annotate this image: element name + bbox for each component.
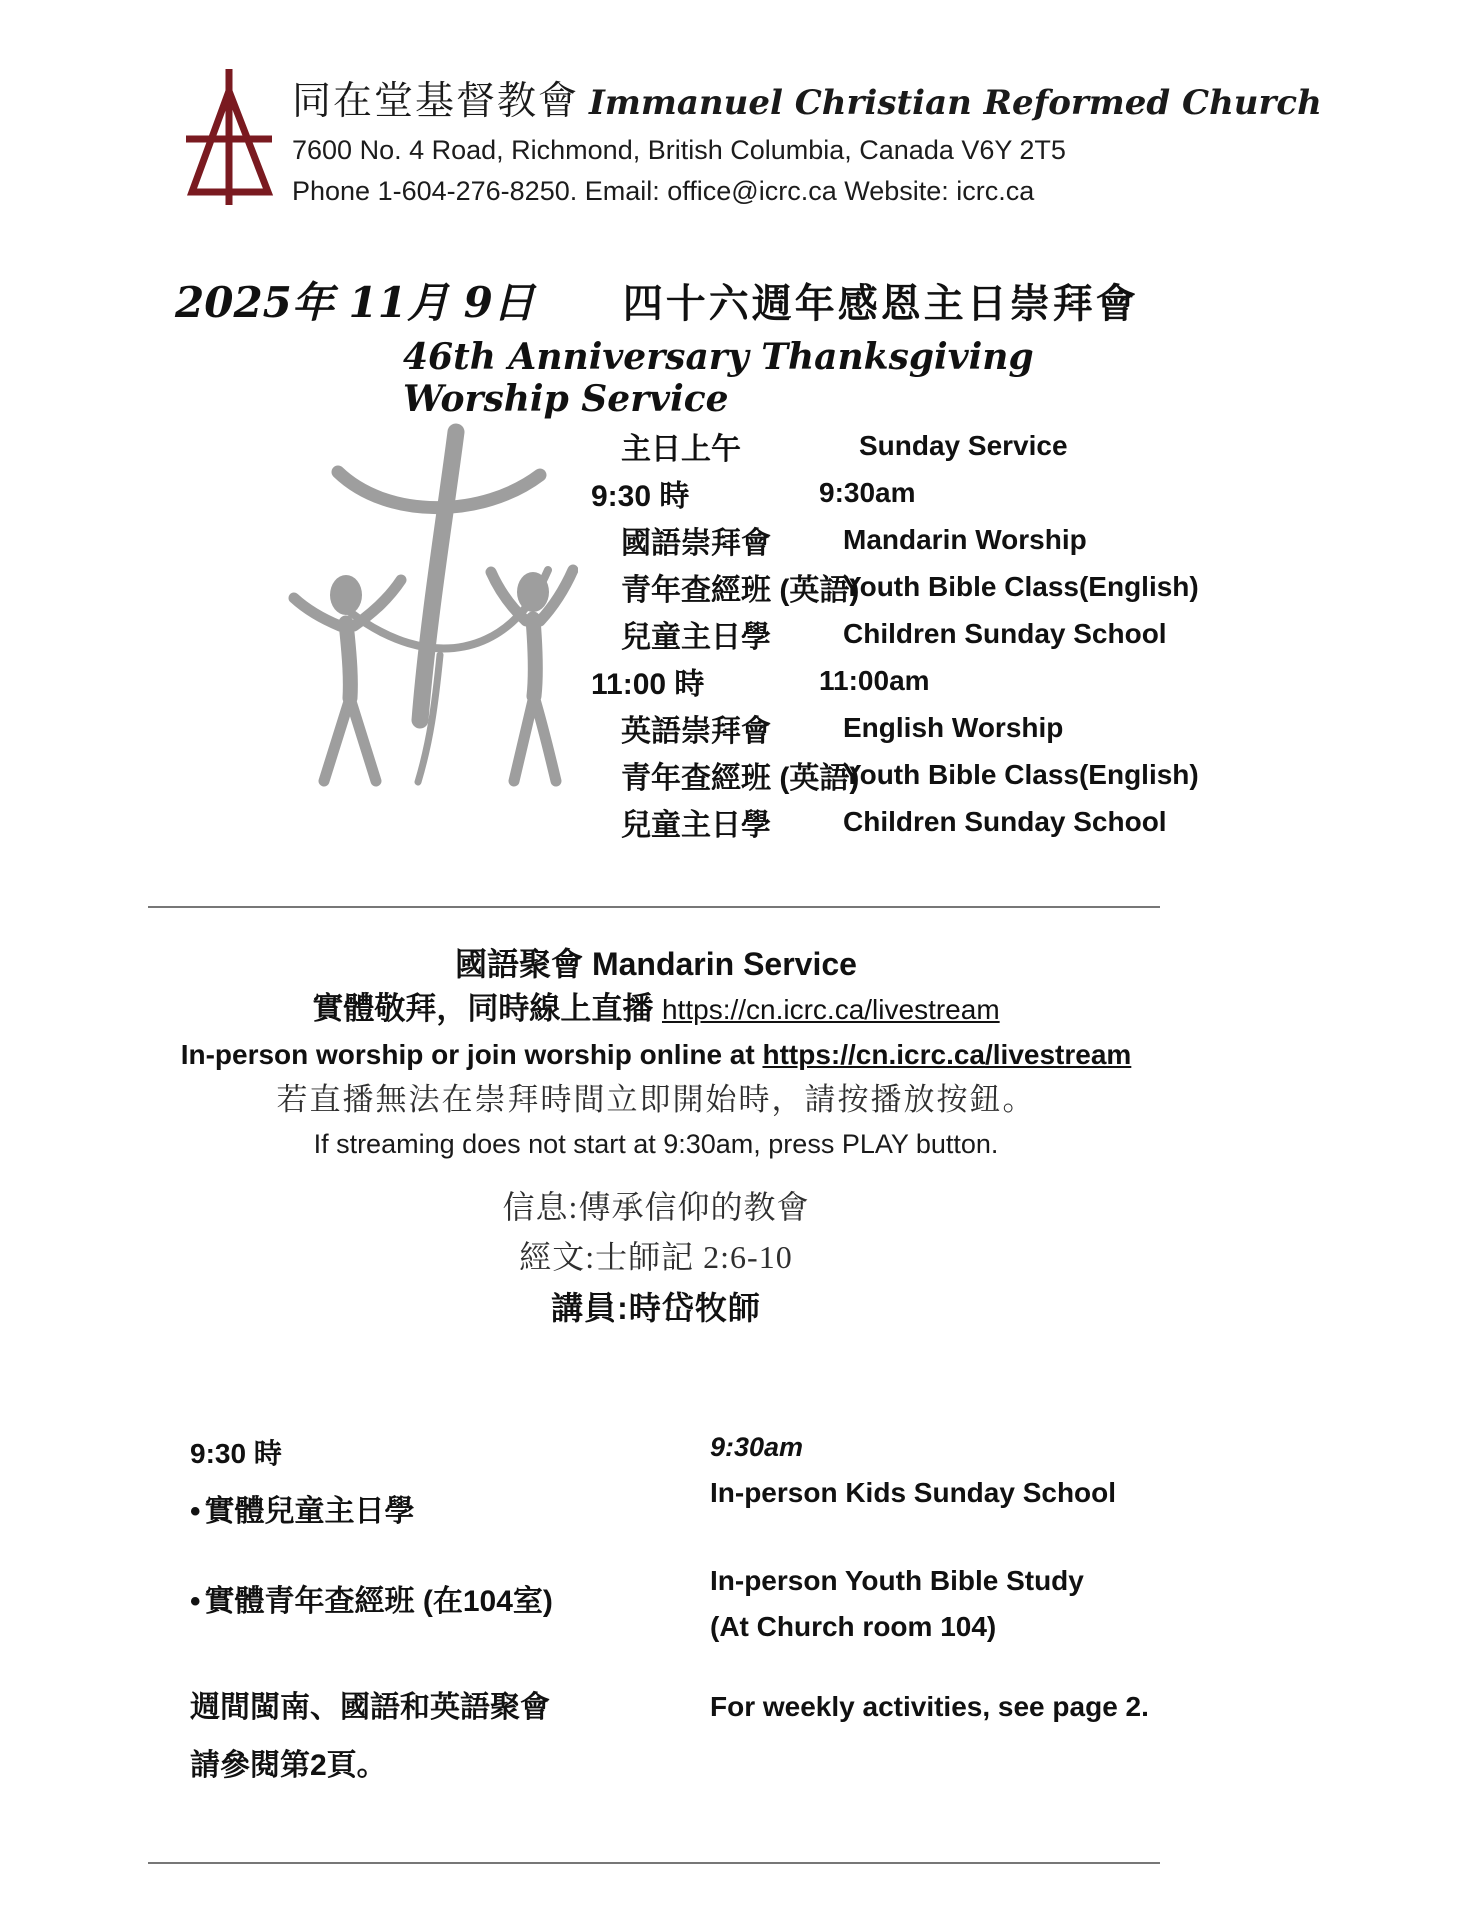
schedule-zh-cell: 英語崇拜會 <box>621 714 771 748</box>
service-title-zh: 四十六週年感恩主日崇拜會 <box>622 281 1139 326</box>
schedule-en-cell: Mandarin Worship <box>843 523 1087 555</box>
header <box>292 78 1322 208</box>
schedule-en-cell: Youth Bible Class(English) <box>843 758 1199 790</box>
youth-bible-study-en: In-person Youth Bible Study <box>710 1565 1084 1596</box>
schedule-en-cell: English Worship <box>843 711 1064 743</box>
live-worship-en: In-person worship or join worship online at <box>180 1039 755 1070</box>
livestream-link-en[interactable]: https://cn.icrc.ca/livestream <box>762 1039 1132 1070</box>
church-contact: Phone 1-604-276-8250. Email: office@icrc.ca Website: icrc.ca <box>292 175 1035 206</box>
kids-sunday-school-zh: 實體兒童主日學 <box>204 1495 415 1528</box>
schedule-zh-cell: 主日上午 <box>621 432 741 466</box>
service-date: 2025年 11月 9日 <box>175 278 535 327</box>
sermon-speaker: 講員:時岱牧師 <box>551 1290 761 1326</box>
youth-bible-study-room: (At Church room 104) <box>710 1611 997 1642</box>
sermon-scripture: 經文:士師記 2:6-10 <box>519 1239 793 1275</box>
bullet-icon: • <box>190 1495 201 1528</box>
sermon-info-section <box>150 1182 1162 1334</box>
schedule-zh-cell: 青年查經班 (英語) <box>621 573 860 607</box>
weekly-activities-en: For weekly activities, see page 2. <box>710 1691 1149 1722</box>
weekly-activities-zh-line2: 請參閱第2頁。 <box>190 1749 387 1782</box>
schedule-zh-cell: 兒童主日學 <box>621 620 771 654</box>
mandarin-service-heading: 國語聚會 Mandarin Service <box>455 946 857 982</box>
bottom-time-zh: 9:30 時 <box>190 1438 282 1469</box>
service-title-block <box>175 270 1185 420</box>
church-name-zh: 同在堂基督教會 <box>292 80 580 123</box>
schedule-zh-cell: 青年查經班 (英語) <box>621 761 860 795</box>
schedule-zh-cell: 國語崇拜會 <box>621 526 771 560</box>
schedule-en-cell: Children Sunday School <box>843 805 1167 837</box>
kids-sunday-school-en: In-person Kids Sunday School <box>710 1477 1117 1508</box>
church-name-en: Immanuel Christian Reformed Church <box>589 83 1322 123</box>
schedule-en-cell: 9:30am <box>819 476 916 508</box>
schedule-en-cell: Youth Bible Class(English) <box>843 570 1199 602</box>
sunday-schedule <box>585 422 1199 845</box>
weekly-activities-zh-line1: 週間閩南、國語和英語聚會 <box>190 1691 550 1724</box>
schedule-en-cell: Sunday Service <box>859 429 1068 461</box>
streaming-note-en: If streaming does not start at 9:30am, press PLAY button. <box>313 1129 999 1159</box>
live-worship-zh: 實體敬拜，同時線上直播 <box>312 991 654 1026</box>
church-address: 7600 No. 4 Road, Richmond, British Columbia, Canada V6Y 2T5 <box>292 134 1066 165</box>
bottom-time-en: 9:30am <box>710 1432 804 1462</box>
bottom-schedule-en <box>710 1432 1170 1723</box>
mandarin-service-section <box>150 942 1162 1165</box>
schedule-zh-cell: 9:30 時 <box>591 479 690 513</box>
livestream-link-zh[interactable]: https://cn.icrc.ca/livestream <box>661 994 1000 1025</box>
schedule-zh-cell: 兒童主日學 <box>621 808 771 842</box>
schedule-en-cell: 11:00am <box>819 664 930 696</box>
bottom-schedule-zh <box>190 1432 690 1784</box>
service-title-en: 46th Anniversary Thanksgiving Worship Service <box>403 336 1034 420</box>
youth-bible-study-zh: 實體青年查經班 (在104室) <box>204 1585 553 1618</box>
church-logo-icon <box>183 66 275 208</box>
section-divider <box>148 906 1160 908</box>
streaming-note-zh: 若直播無法在崇拜時間立即開始時，請按播放按鈕。 <box>276 1082 1036 1117</box>
schedule-en-cell: Children Sunday School <box>843 617 1167 649</box>
cross-and-figures-image <box>288 420 578 790</box>
sermon-topic: 信息:傳承信仰的教會 <box>502 1189 810 1225</box>
bullet-icon: • <box>190 1585 201 1618</box>
schedule-zh-cell: 11:00 時 <box>591 667 705 701</box>
page-bottom-divider <box>148 1862 1160 1864</box>
